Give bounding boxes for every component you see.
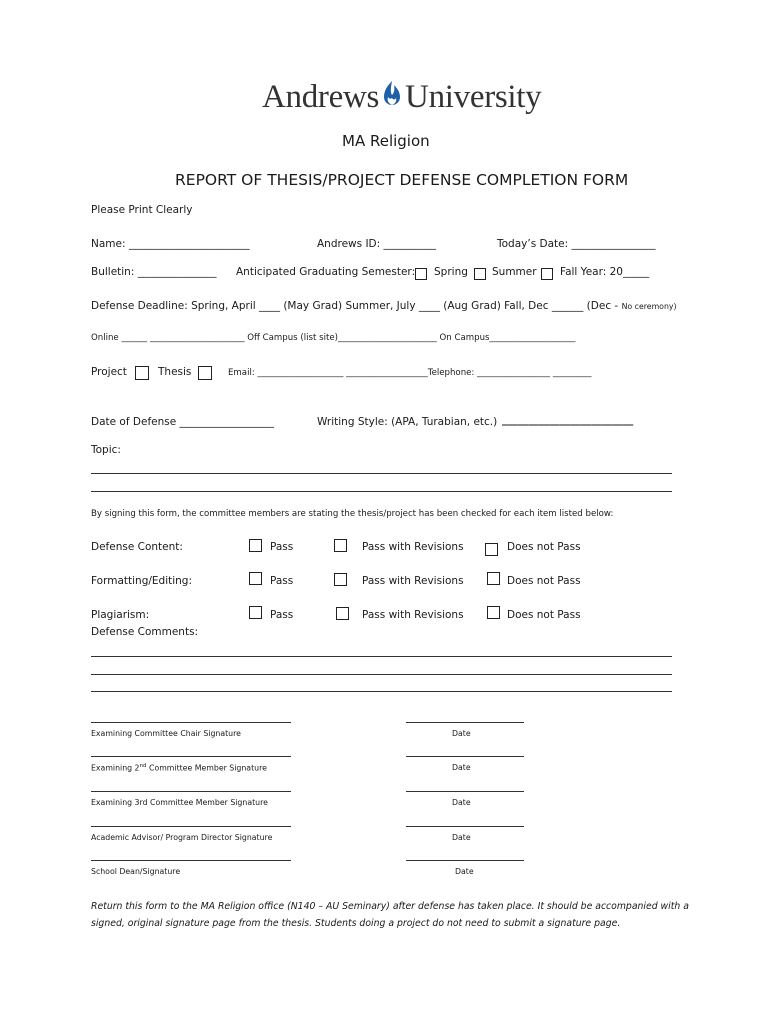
signature-line[interactable] [91,756,291,757]
footer-note-line-1: Return this form to the MA Religion office (N140 – AU Seminary) after defense has taken place. It should be accompanied with a [91,901,689,912]
logo-text-left: Andrews [262,79,380,116]
university-logo [262,78,541,121]
pass-label: Pass [270,575,294,587]
date-label: Date [455,867,474,876]
pass-label: Pass [270,609,294,621]
summer-label: Summer [492,266,537,278]
signature-label-sup: nd [139,763,147,769]
defense-deadline-text: Defense Deadline: Spring, April ____ (May Grad) Summer, July ____ (Aug Grad) Fall, Dec ______ (Dec - [91,300,619,312]
footer-note-line-2: signed, original signature page from the thesis. Students doing a project do not need to submit a signature page. [91,918,621,929]
defense-content-label: Defense Content: [91,541,183,553]
not-pass-label: Does not Pass [507,609,581,621]
logo-text-right: University [405,79,542,116]
defense-deadline-field[interactable] [91,300,677,312]
print-instruction: Please Print Clearly [91,204,193,216]
date-label: Date [452,833,471,842]
signature-label [91,763,267,773]
location-field[interactable]: Online ______ ______________________ Off Campus (list site)_______________________ On Campus____________________ [91,333,576,343]
graduating-semester-label: Anticipated Graduating Semester: [236,266,416,278]
date-line[interactable] [406,791,524,792]
plagiarism-revisions-checkbox[interactable] [336,607,349,620]
thesis-label: Thesis [158,366,192,378]
comments-line-3[interactable] [91,691,672,692]
signature-line[interactable] [91,826,291,827]
signature-label-post: Committee Member Signature [146,763,267,773]
date-label: Date [452,798,471,807]
topic-line-2[interactable] [91,491,672,492]
formatting-label: Formatting/Editing: [91,575,193,587]
formatting-revisions-checkbox[interactable] [334,573,347,586]
formatting-pass-checkbox[interactable] [249,572,262,585]
pass-revisions-label: Pass with Revisions [362,609,464,621]
plagiarism-pass-checkbox[interactable] [249,606,262,619]
bulletin-field[interactable]: Bulletin: _______________ [91,266,217,278]
signature-label: Examining 3rd Committee Member Signature [91,798,268,807]
defense-content-fail-checkbox[interactable] [485,543,498,556]
pass-revisions-label: Pass with Revisions [362,541,464,553]
andrews-id-field[interactable]: Andrews ID: __________ [317,238,437,250]
name-field[interactable]: Name: _______________________ [91,238,250,250]
date-label: Date [452,763,471,772]
email-telephone-field[interactable]: Email: ____________________ ___________________Telephone: _________________ _________ [228,368,592,378]
date-label: Date [452,729,471,738]
fall-checkbox[interactable] [541,268,553,280]
date-line[interactable] [406,860,524,861]
date-line[interactable] [406,722,524,723]
summer-checkbox[interactable] [474,268,486,280]
project-checkbox[interactable] [135,366,149,380]
flame-logo-icon [382,78,402,115]
defense-content-revisions-checkbox[interactable] [334,539,347,552]
date-line[interactable] [406,826,524,827]
program-title: MA Religion [342,132,430,150]
not-pass-label: Does not Pass [507,575,581,587]
not-pass-label: Does not Pass [507,541,581,553]
pass-label: Pass [270,541,294,553]
pass-revisions-label: Pass with Revisions [362,575,464,587]
comments-line-1[interactable] [91,656,672,657]
topic-label: Topic: [91,444,121,456]
project-label: Project [91,366,127,378]
signature-line[interactable] [91,860,291,861]
date-of-defense-field[interactable]: Date of Defense __________________ [91,416,275,428]
signature-line[interactable] [91,791,291,792]
defense-comments-label: Defense Comments: [91,626,199,638]
writing-style-label: Writing Style: (APA, Turabian, etc.) [317,416,498,428]
plagiarism-label: Plagiarism: [91,609,150,621]
signing-statement: By signing this form, the committee members are stating the thesis/project has been checked for each item listed below: [91,509,614,519]
signature-label-pre: Examining 2 [91,763,140,773]
plagiarism-fail-checkbox[interactable] [487,606,500,619]
thesis-checkbox[interactable] [198,366,212,380]
spring-checkbox[interactable] [415,268,427,280]
signature-line[interactable] [91,722,291,723]
no-ceremony-text: No ceremony) [621,302,677,311]
signature-label: Examining Committee Chair Signature [91,729,241,738]
form-title: REPORT OF THESIS/PROJECT DEFENSE COMPLETION FORM [175,171,629,189]
formatting-fail-checkbox[interactable] [487,572,500,585]
defense-content-pass-checkbox[interactable] [249,539,262,552]
topic-line-1[interactable] [91,473,672,474]
spring-label: Spring [434,266,468,278]
signature-label: Academic Advisor/ Program Director Signature [91,833,273,842]
fall-year-field[interactable]: Fall Year: 20_____ [560,266,650,278]
comments-line-2[interactable] [91,674,672,675]
todays-date-field[interactable]: Today’s Date: ________________ [497,238,656,250]
signature-label: School Dean/Signature [91,867,181,876]
writing-style-field[interactable]: _________________________ [502,414,634,426]
date-line[interactable] [406,756,524,757]
